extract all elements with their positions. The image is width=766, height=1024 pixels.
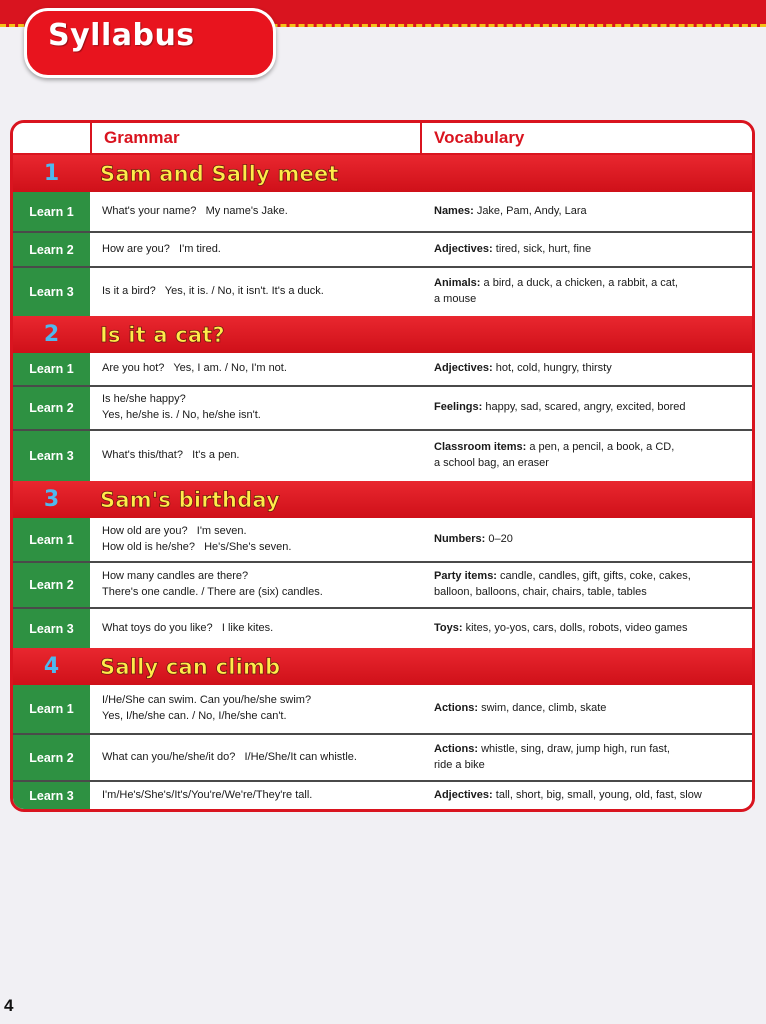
vocabulary-items: a pen, a pencil, a book, a CD, [529,441,675,454]
unit-number: 1 [43,161,60,186]
grammar-cell [90,353,422,385]
vocabulary-line [434,242,742,258]
vocabulary-cell [422,268,752,316]
vocabulary-line [434,204,742,220]
page-number: 4 [4,996,14,1015]
vocabulary-line [434,742,742,758]
vocabulary-label: Numbers: [434,532,486,545]
lesson-row [13,782,752,809]
learn-label: Learn 2 [13,233,90,266]
unit-header [13,316,752,353]
learn-label: Learn 3 [13,431,90,481]
vocabulary-cell [422,563,752,607]
grammar-line: How old is he/she? He's/She's seven. [102,540,292,553]
vocabulary-line [434,440,742,456]
grammar-line: I/He/She can swim. Can you/he/she swim? [102,694,312,707]
page-title: Syllabus [48,18,195,53]
grammar-cell [90,563,422,607]
vocabulary-label: Classroom items: [434,441,527,454]
vocabulary-line [434,456,742,472]
vocabulary-items: tall, short, big, small, young, old, fast, slow [495,788,702,801]
grammar-line: Are you hot? Yes, I am. / No, I'm not. [102,362,287,375]
learn-label: Learn 2 [13,735,90,780]
vocabulary-line [434,292,742,308]
grammar-line: Yes, I/he/she can. / No, I/he/she can't. [102,710,287,722]
vocabulary-cell [422,192,752,231]
unit-number: 2 [43,322,60,347]
grammar-cell [90,735,422,780]
grammar-line: How many candles are there? [102,570,249,583]
lesson-row [13,387,752,431]
lesson-row [13,609,752,648]
grammar-line: What toys do you like? I like kites. [102,621,274,634]
vocabulary-items: hot, cold, hungry, thirsty [495,362,612,375]
unit-title: Sam's birthday [100,487,281,512]
grammar-line: What's your name? My name's Jake. [102,204,288,217]
grammar-line: Is he/she happy? [102,393,186,406]
vocabulary-line [434,758,742,774]
lesson-row [13,518,752,563]
vocabulary-items: kites, yo-yos, cars, dolls, robots, video games [465,621,688,634]
learn-label: Learn 1 [13,192,90,231]
vocabulary-items: a bird, a duck, a chicken, a rabbit, a cat, [483,277,678,290]
vocabulary-cell [422,782,752,809]
vocabulary-label: Adjectives: [434,788,493,801]
vocabulary-label: Feelings: [434,401,483,414]
vocabulary-line [434,621,742,637]
vocabulary-items: balloon, balloons, chair, chairs, table, tables [434,586,647,598]
vocabulary-items: a mouse [434,293,477,305]
grammar-header: Grammar [90,123,422,153]
vocabulary-line [434,361,742,377]
lesson-row [13,268,752,316]
vocabulary-items: whistle, sing, draw, jump high, run fast, [481,742,670,755]
vocabulary-label: Party items: [434,570,497,583]
learn-label: Learn 1 [13,518,90,561]
vocabulary-cell [422,735,752,780]
vocabulary-header: Vocabulary [434,128,525,147]
vocabulary-cell [422,233,752,266]
grammar-cell [90,268,422,316]
learn-label: Learn 2 [13,563,90,607]
vocabulary-label: Animals: [434,277,481,290]
grammar-cell [90,192,422,231]
vocabulary-line [434,532,742,548]
learn-label: Learn 1 [13,685,90,733]
vocabulary-line [434,585,742,601]
vocabulary-items: 0–20 [488,532,513,545]
learn-label: Learn 3 [13,609,90,648]
unit-header [13,648,752,685]
learn-label: Learn 1 [13,353,90,385]
vocabulary-cell [422,387,752,429]
lesson-row [13,563,752,609]
vocabulary-cell [422,431,752,481]
vocabulary-label: Actions: [434,742,478,755]
syllabus-table [10,120,755,812]
grammar-cell [90,609,422,648]
vocabulary-items: swim, dance, climb, skate [481,702,607,715]
unit-header [13,155,752,192]
grammar-line: How old are you? I'm seven. [102,524,247,537]
grammar-line: Yes, he/she is. / No, he/she isn't. [102,409,261,421]
vocabulary-items: Jake, Pam, Andy, Lara [476,204,587,217]
vocabulary-items: tired, sick, hurt, fine [495,242,592,255]
grammar-cell [90,782,422,809]
grammar-line: What's this/that? It's a pen. [102,449,240,462]
vocabulary-cell [422,518,752,561]
units-container [13,155,752,809]
unit-title: Sally can climb [100,654,281,679]
vocabulary-cell [422,609,752,648]
grammar-cell [90,685,422,733]
vocabulary-label: Adjectives: [434,242,493,255]
grammar-cell [90,233,422,266]
learn-label: Learn 3 [13,782,90,809]
vocabulary-items: ride a bike [434,758,485,771]
unit-header [13,481,752,518]
vocabulary-items: happy, sad, scared, angry, excited, bored [485,401,686,414]
grammar-cell [90,431,422,481]
lesson-row [13,353,752,387]
grammar-line: I'm/He's/She's/It's/You're/We're/They're tall. [102,788,313,801]
table-header [13,123,752,155]
lesson-row [13,192,752,233]
vocabulary-line [434,400,742,416]
lesson-row [13,685,752,735]
lesson-row [13,735,752,782]
learn-label: Learn 2 [13,387,90,429]
grammar-cell [90,518,422,561]
vocabulary-label: Adjectives: [434,362,493,375]
unit-title: Sam and Sally meet [100,161,339,186]
learn-label: Learn 3 [13,268,90,316]
vocabulary-line [434,701,742,717]
grammar-cell [90,387,422,429]
vocabulary-items: candle, candles, gift, gifts, coke, cakes, [500,570,691,583]
grammar-line: There's one candle. / There are (six) candles. [102,586,323,598]
vocabulary-items: a school bag, an eraser [434,457,549,469]
vocabulary-line [434,276,742,292]
unit-number: 4 [43,654,60,679]
unit-title: Is it a cat? [100,322,225,347]
grammar-line: Is it a bird? Yes, it is. / No, it isn't. It's a duck. [102,285,324,298]
grammar-line: What can you/he/she/it do? I/He/She/It can whistle. [102,750,357,763]
vocabulary-label: Actions: [434,702,478,715]
grammar-line: How are you? I'm tired. [102,242,221,255]
lesson-row [13,431,752,481]
vocabulary-line [434,569,742,585]
vocabulary-line [434,788,742,804]
vocabulary-cell [422,685,752,733]
vocabulary-cell [422,353,752,385]
lesson-row [13,233,752,268]
unit-number: 3 [43,487,60,512]
vocabulary-label: Names: [434,204,474,217]
vocabulary-label: Toys: [434,621,463,634]
